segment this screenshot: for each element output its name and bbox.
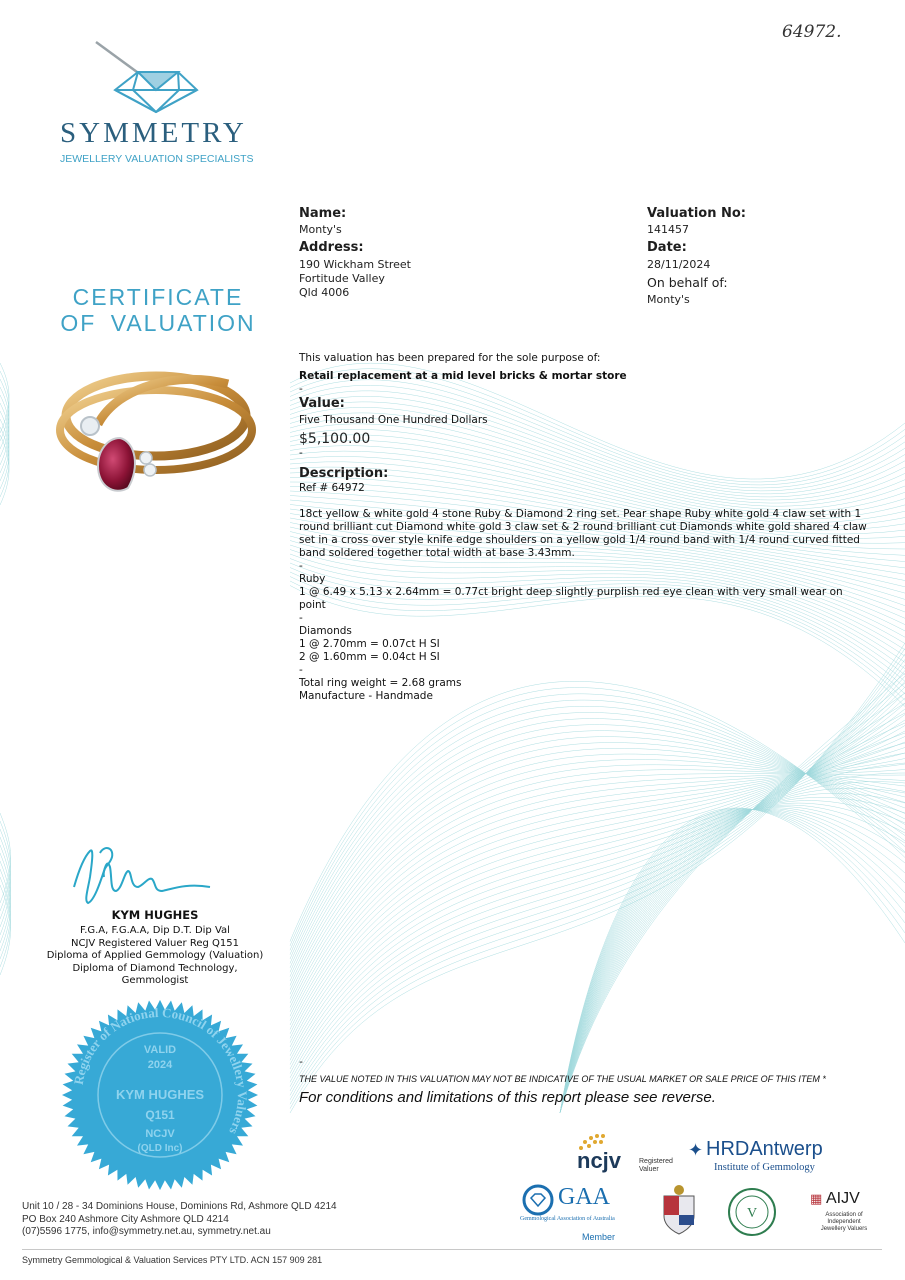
svg-text:(QLD Inc): (QLD Inc)	[137, 1143, 183, 1154]
valuation-date: 28/11/2024	[647, 258, 711, 271]
footer-company: Symmetry Gemmological & Valuation Services PTY LTD. ACN 157 909 281	[22, 1255, 323, 1265]
name-label: Name:	[299, 206, 347, 221]
ring-illustration	[28, 346, 276, 516]
hrd-star-icon: ✦	[688, 1140, 704, 1161]
pin-and-diamond-logo-icon	[93, 38, 203, 118]
ncjv-registration-seal	[55, 995, 265, 1195]
description-paragraph: 18ct yellow & white gold 4 stone Ruby & Diamond 2 ring set. Pear shape Ruby white gold 4 claw set with 1 round brilliant cut Diamond white gold 3 claw set & 2 round brilliant cut Diamonds white gold shared 4 claw set in a cross over style knife edge shoulders on a yellow gold 1/4 round band with 1/4 round curved fitted band soldered together total width at base 3.43mm.	[299, 508, 867, 559]
valuer-name: KYM HUGHES	[111, 908, 199, 922]
ncjv-sub: Valuer	[639, 1166, 659, 1173]
separator: -	[299, 560, 303, 572]
description-ref: Ref # 64972	[299, 482, 365, 494]
ruby-detail: 1 @ 6.49 x 5.13 x 2.64mm = 0.77ct bright deep slightly purplish red eye clean with very small wear on point	[299, 586, 843, 611]
valuer-credential: Diploma of Diamond Technology,	[72, 962, 238, 974]
gaa-member-label: Member	[582, 1232, 616, 1242]
on-behalf-name: Monty's	[647, 293, 690, 306]
hrd-sub: Institute of Gemmology	[714, 1162, 815, 1173]
gaa-logo	[518, 1184, 628, 1244]
gaa-emblem-icon	[522, 1184, 554, 1216]
ring-weight: Total ring weight = 2.68 grams	[299, 677, 462, 689]
value-in-words: Five Thousand One Hundred Dollars	[299, 414, 488, 426]
value-label: Value:	[299, 396, 345, 411]
conditions-note: For conditions and limitations of this report please see reverse.	[299, 1089, 716, 1106]
purpose-intro: This valuation has been prepared for the sole purpose of:	[299, 352, 601, 364]
valuer-credential: Gemmologist	[121, 975, 189, 986]
ncjv-wordmark: ncjv	[577, 1148, 622, 1173]
client-name: Monty's	[299, 223, 342, 236]
on-behalf-label: On behalf of:	[647, 275, 728, 290]
handwritten-reference-note: 64972.	[782, 22, 842, 42]
footer-address-line: PO Box 240 Ashmore City Ashmore QLD 4214	[22, 1213, 229, 1225]
association-crest-icon	[656, 1182, 702, 1240]
manufacture: Manufacture - Handmade	[299, 690, 433, 702]
date-label: Date:	[647, 240, 687, 255]
separator: -	[299, 383, 303, 395]
brand-name: SYMMETRY	[60, 117, 247, 149]
brand-tagline: JEWELLERY VALUATION SPECIALISTS	[60, 153, 254, 165]
diamond-detail: 2 @ 1.60mm = 0.04ct H SI	[299, 651, 440, 663]
valuer-credential: NCJV Registered Valuer Reg Q151	[71, 937, 239, 949]
aijv-icon: ▦	[810, 1192, 823, 1207]
ruby-heading: Ruby	[299, 573, 326, 585]
footer-divider	[22, 1249, 882, 1250]
certificate-title-line2: OF VALUATION	[60, 310, 256, 336]
aijv-sub: Independent	[827, 1219, 861, 1225]
aijv-sub: Jewellery Valuers	[820, 1226, 868, 1232]
valuer-details	[40, 908, 270, 988]
separator: -	[299, 1055, 303, 1068]
separator: -	[299, 447, 303, 459]
aijv-sub: Association of	[825, 1212, 863, 1218]
footer-address	[22, 1201, 337, 1239]
address-line: Fortitude Valley	[299, 272, 385, 285]
svg-text:NCJV: NCJV	[145, 1128, 175, 1140]
valuation-number-label: Valuation No:	[647, 206, 746, 221]
ncjv-sub: Registered	[639, 1158, 673, 1165]
gaa-sub: Gemmological Association of Australia	[520, 1216, 615, 1222]
address-line: 190 Wickham Street	[299, 258, 411, 271]
valuer-signature	[60, 843, 220, 911]
footer-address-line: Unit 10 / 28 - 34 Dominions House, Dominions Rd, Ashmore QLD 4214	[22, 1201, 337, 1212]
value-amount: $5,100.00	[299, 431, 371, 447]
valuer-credential: Diploma of Applied Gemmology (Valuation)	[46, 950, 264, 961]
svg-text:Register of National Council o: Register of National Council of Jewellery Valuers	[70, 1004, 251, 1137]
valuer-credential: F.G.A, F.G.A.A, Dip D.T. Dip Val	[80, 925, 230, 936]
valuers-institute-seal-icon	[727, 1187, 777, 1237]
svg-text:Q151: Q151	[145, 1108, 175, 1122]
address-line: Qld 4006	[299, 286, 350, 299]
separator: -	[299, 612, 303, 624]
certificate-title	[48, 284, 268, 336]
diamond-detail: 1 @ 2.70mm = 0.07ct H SI	[299, 638, 440, 650]
purpose-text: Retail replacement at a mid level bricks & mortar store	[299, 370, 627, 382]
aijv-wordmark: AIJV	[826, 1190, 860, 1207]
ring-photo	[28, 346, 276, 516]
value-disclaimer: THE VALUE NOTED IN THIS VALUATION MAY NOT BE INDICATIVE OF THE USUAL MARKET OR SALE PRICE OF THIS ITEM *	[299, 1074, 826, 1084]
hrd-wordmark: HRDAntwerp	[706, 1138, 823, 1160]
aijv-logo	[808, 1192, 880, 1242]
valuation-number: 141457	[647, 223, 689, 236]
valuation-details	[647, 206, 847, 307]
svg-text:2024: 2024	[147, 1059, 173, 1071]
client-details	[299, 206, 599, 300]
certificate-title-line1: CERTIFICATE	[72, 284, 244, 310]
svg-text:V: V	[746, 1206, 758, 1221]
address-label: Address:	[299, 240, 364, 255]
svg-text:VALID: VALID	[143, 1044, 177, 1056]
ncjv-logo	[575, 1130, 685, 1175]
gaa-wordmark: GAA	[558, 1184, 610, 1210]
separator: -	[299, 664, 303, 676]
valuation-body	[299, 352, 869, 703]
diamonds-heading: Diamonds	[299, 625, 352, 637]
svg-text:KYM HUGHES: KYM HUGHES	[115, 1087, 205, 1102]
footer-address-line: (07)5596 1775, info@symmetry.net.au, symmetry.net.au	[22, 1226, 271, 1237]
description-label: Description:	[299, 466, 389, 481]
hrd-antwerp-logo	[688, 1140, 858, 1180]
